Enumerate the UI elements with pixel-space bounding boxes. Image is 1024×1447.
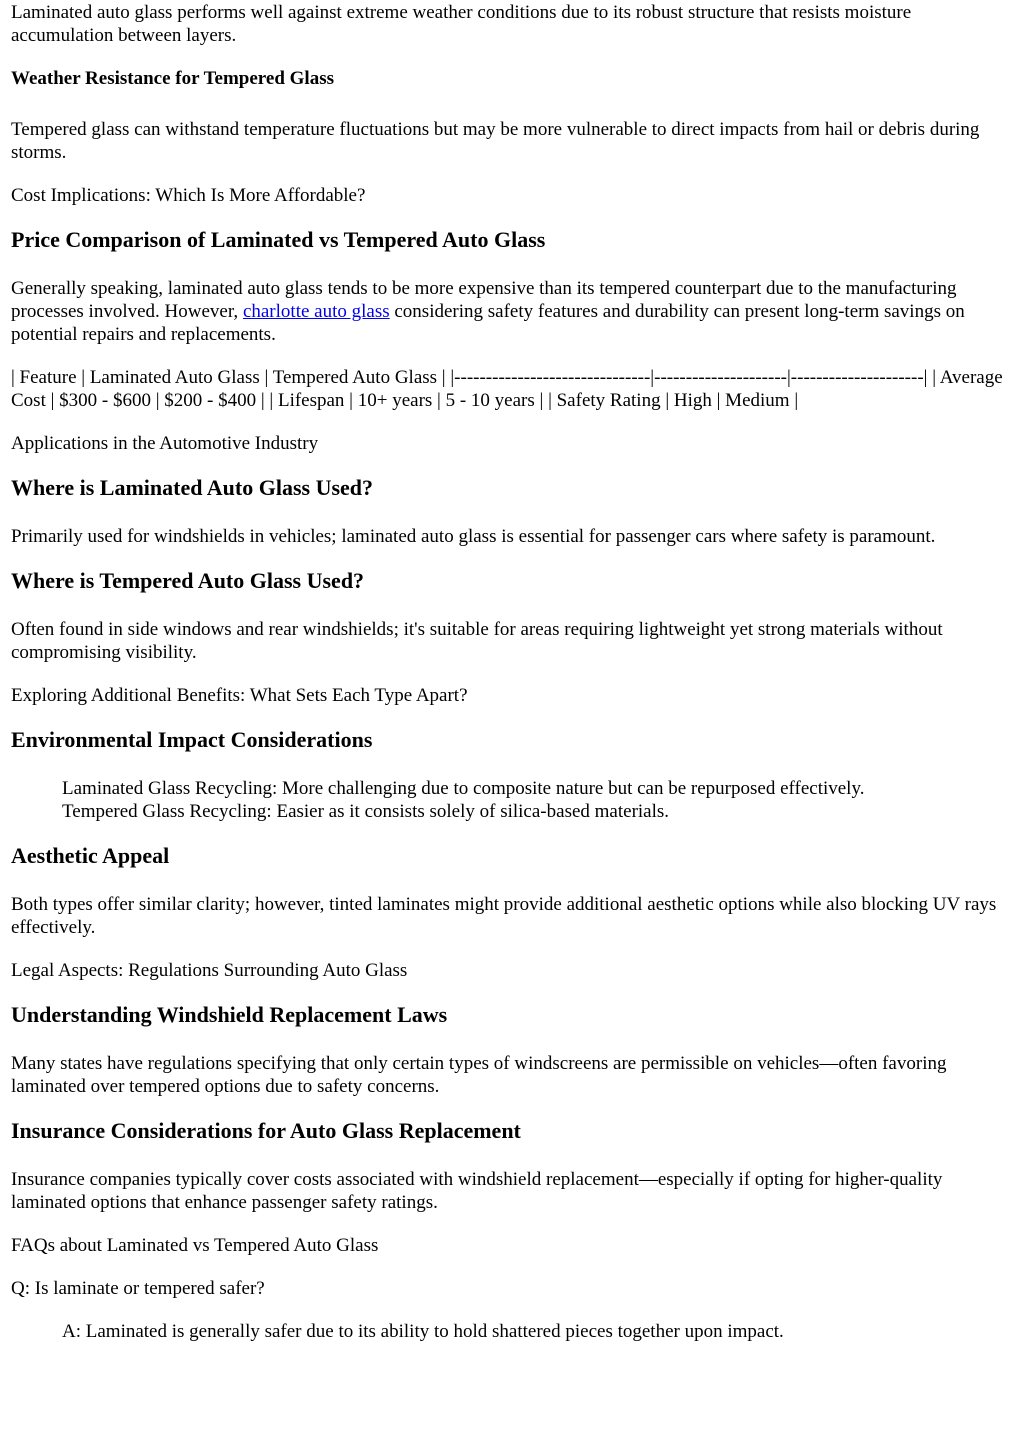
price-text-after-link: considering safety features and durability can present long-term savings on potential repairs and replacements. [11, 301, 965, 345]
paragraph-laminated-used: Primarily used for windshields in vehicles; laminated auto glass is essential for passenger cars where safety is paramount. [11, 526, 936, 547]
faq-question-1: Q: Is laminate or tempered safer? [11, 1278, 265, 1299]
paragraph-applications: Applications in the Automotive Industry [11, 433, 319, 454]
environmental-list [62, 777, 1013, 823]
comparison-table-text: | Feature | Laminated Auto Glass | Tempered Auto Glass | |-------------------------------|---------------------|---------------------| | Average Cost | $300 - $600 | $200 - $400 | | Lifespan | 10+ years | 5 - 10 years | | Safety Rating | High | Medium | [11, 367, 1003, 411]
paragraph-price-comparison [11, 277, 1013, 346]
heading-insurance: Insurance Considerations for Auto Glass Replacement [11, 1118, 521, 1143]
article-body [0, 1, 1024, 1343]
price-text-before-link: Generally speaking, laminated auto glass tends to be more expensive than its tempered counterpart due to the manufacturing processes involved. However, [11, 278, 957, 322]
paragraph-cost-intro: Cost Implications: Which Is More Affordable? [11, 185, 366, 206]
list-item: Laminated Glass Recycling: More challenging due to composite nature but can be repurposed effectively. [62, 778, 865, 799]
heading-laws: Understanding Windshield Replacement Laws [11, 1002, 448, 1027]
heading-tempered-used: Where is Tempered Auto Glass Used? [11, 568, 365, 593]
paragraph-tempered-used: Often found in side windows and rear windshields; it's suitable for areas requiring lightweight yet strong materials without compromising visibility. [11, 619, 943, 663]
paragraph-laws: Many states have regulations specifying that only certain types of windscreens are permissible on vehicles—often favoring laminated over tempered options due to safety concerns. [11, 1053, 947, 1097]
paragraph-faqs: FAQs about Laminated vs Tempered Auto Glass [11, 1235, 379, 1256]
heading-aesthetic: Aesthetic Appeal [11, 843, 170, 868]
heading-environmental: Environmental Impact Considerations [11, 727, 373, 752]
faq-answer-1: A: Laminated is generally safer due to its ability to hold shattered pieces together upon impact. [62, 1321, 784, 1342]
list-item: Tempered Glass Recycling: Easier as it consists solely of silica-based materials. [62, 801, 670, 822]
heading-laminated-used: Where is Laminated Auto Glass Used? [11, 475, 374, 500]
paragraph-weather-laminated: Laminated auto glass performs well against extreme weather conditions due to its robust structure that resists moisture accumulation between layers. [11, 2, 912, 46]
paragraph-legal: Legal Aspects: Regulations Surrounding Auto Glass [11, 960, 408, 981]
paragraph-aesthetic: Both types offer similar clarity; however, tinted laminates might provide additional aesthetic options while also blocking UV rays effectively. [11, 894, 997, 938]
charlotte-auto-glass-link[interactable]: charlotte auto glass [242, 301, 390, 322]
paragraph-weather-tempered: Tempered glass can withstand temperature fluctuations but may be more vulnerable to direct impacts from hail or debris during storms. [11, 119, 980, 163]
heading-weather-tempered: Weather Resistance for Tempered Glass [11, 68, 334, 89]
paragraph-benefits: Exploring Additional Benefits: What Sets Each Type Apart? [11, 685, 468, 706]
paragraph-insurance: Insurance companies typically cover costs associated with windshield replacement—especially if opting for higher-quality laminated options that enhance passenger safety ratings. [11, 1169, 943, 1213]
heading-price-comparison: Price Comparison of Laminated vs Tempered Auto Glass [11, 227, 546, 252]
